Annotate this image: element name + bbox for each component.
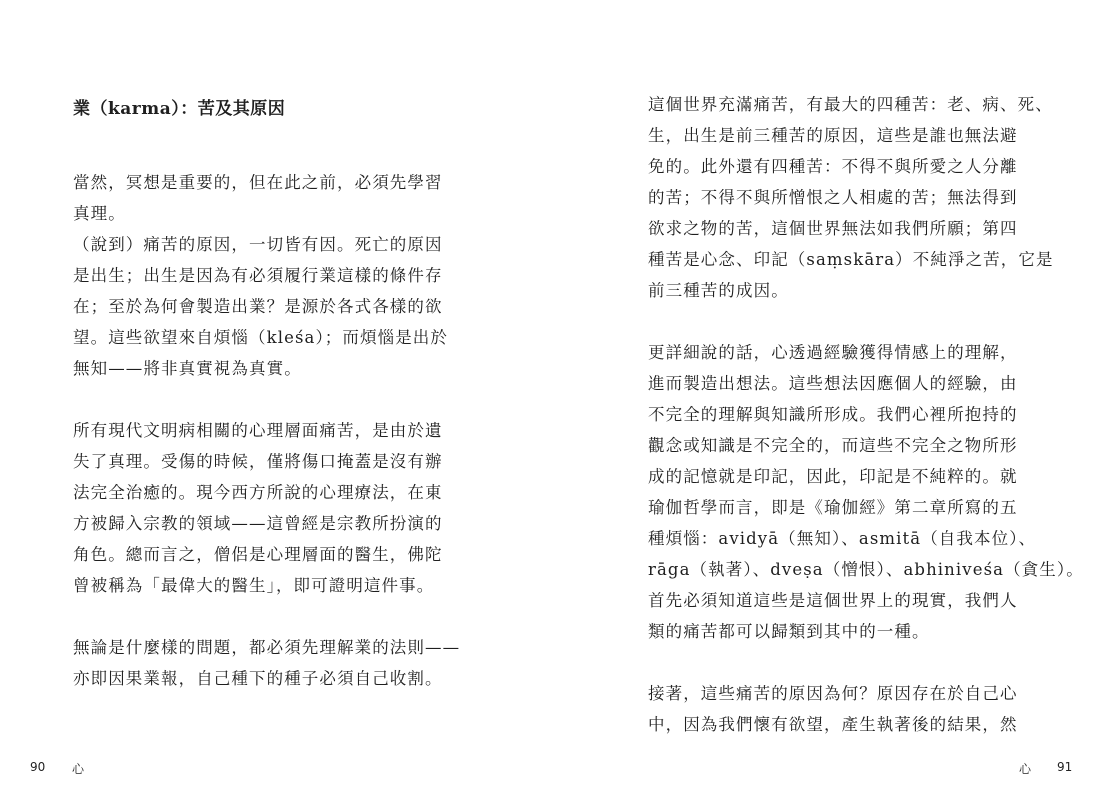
text-line: 無論是什麼樣的問題，都必須先理解業的法則—— bbox=[73, 638, 461, 657]
text-line: 首先必須知道這些是這個世界上的現實，我們人 bbox=[648, 591, 1018, 610]
paragraph bbox=[648, 678, 1036, 740]
paragraph bbox=[648, 337, 1084, 647]
text-line: 欲求之物的苦，這個世界無法如我們所願；第四 bbox=[648, 219, 1018, 238]
section-heading: 業（karma）：苦及其原因 bbox=[73, 99, 286, 119]
text-line: 成的記憶就是印記，因此，印記是不純粹的。就 bbox=[648, 467, 1018, 486]
text-line: 亦即因果業報，自己種下的種子必須自己收割。 bbox=[73, 669, 443, 688]
text-line: 法完全治癒的。現今西方所說的心理療法，在東 bbox=[73, 483, 443, 502]
text-line: 瑜伽哲學而言，即是《瑜伽經》第二章所寫的五 bbox=[648, 498, 1018, 517]
paragraph bbox=[73, 167, 461, 229]
text-line: 種苦是心念、印記（saṃskāra）不純淨之苦，它是 bbox=[648, 250, 1054, 269]
text-line: 曾被稱為「最偉大的醫生」，即可證明這件事。 bbox=[73, 576, 435, 595]
right-page bbox=[551, 0, 1102, 801]
text-line: 觀念或知識是不完全的，而這些不完全之物所形 bbox=[648, 436, 1018, 455]
text-line: （說到）痛苦的原因，一切皆有因。死亡的原因 bbox=[73, 235, 443, 254]
page-number: 91 bbox=[1057, 760, 1073, 774]
text-line: 在；至於為何會製造出業？是源於各式各樣的欲 bbox=[73, 297, 443, 316]
text-line: 免的。此外還有四種苦：不得不與所愛之人分離 bbox=[648, 157, 1018, 176]
text-line: 角色。總而言之，僧侶是心理層面的醫生，佛陀 bbox=[73, 545, 443, 564]
text-line: 進而製造出想法。這些想法因應個人的經驗，由 bbox=[648, 374, 1018, 393]
text-line: 中，因為我們懷有欲望，產生執著後的結果，然 bbox=[648, 715, 1018, 734]
text-line: 當然，冥想是重要的，但在此之前，必須先學習 bbox=[73, 173, 443, 192]
paragraph bbox=[648, 89, 1054, 306]
text-line: 種煩惱：avidyā（無知）、asmitā（自我本位）、 bbox=[648, 529, 1037, 548]
text-line: 更詳細說的話，心透過經驗獲得情感上的理解， bbox=[648, 343, 1018, 362]
text-line: 這個世界充滿痛苦，有最大的四種苦：老、病、死、 bbox=[648, 95, 1053, 114]
text-line: 真理。 bbox=[73, 204, 126, 223]
text-line: 是出生；出生是因為有必須履行業這樣的條件存 bbox=[73, 266, 443, 285]
text-line: 望。這些欲望來自煩惱（kleśa）；而煩惱是出於 bbox=[73, 328, 448, 347]
text-line: 所有現代文明病相關的心理層面痛苦，是由於遺 bbox=[73, 421, 443, 440]
text-line: rāga（執著）、dveṣa（憎恨）、abhiniveśa（貪生）。 bbox=[648, 560, 1084, 579]
text-line: 前三種苦的成因。 bbox=[648, 281, 789, 300]
page-number: 90 bbox=[30, 760, 46, 774]
text-line: 生，出生是前三種苦的原因，這些是誰也無法避 bbox=[648, 126, 1018, 145]
text-line: 的苦；不得不與所憎恨之人相處的苦；無法得到 bbox=[648, 188, 1018, 207]
left-body-text bbox=[73, 167, 461, 694]
text-line: 無知——將非真實視為真實。 bbox=[73, 359, 302, 378]
right-body-text bbox=[648, 89, 1084, 740]
text-line: 不完全的理解與知識所形成。我們心裡所抱持的 bbox=[648, 405, 1018, 424]
running-title: 心 bbox=[1019, 762, 1032, 776]
running-title: 心 bbox=[72, 762, 85, 776]
text-line: 接著，這些痛苦的原因為何？原因存在於自己心 bbox=[648, 684, 1018, 703]
text-line: 失了真理。受傷的時候，僅將傷口掩蓋是沒有辦 bbox=[73, 452, 443, 471]
paragraph bbox=[73, 415, 461, 601]
paragraph bbox=[73, 229, 461, 384]
paragraph bbox=[73, 632, 461, 694]
text-line: 類的痛苦都可以歸類到其中的一種。 bbox=[648, 622, 930, 641]
text-line: 方被歸入宗教的領域——這曾經是宗教所扮演的 bbox=[73, 514, 443, 533]
